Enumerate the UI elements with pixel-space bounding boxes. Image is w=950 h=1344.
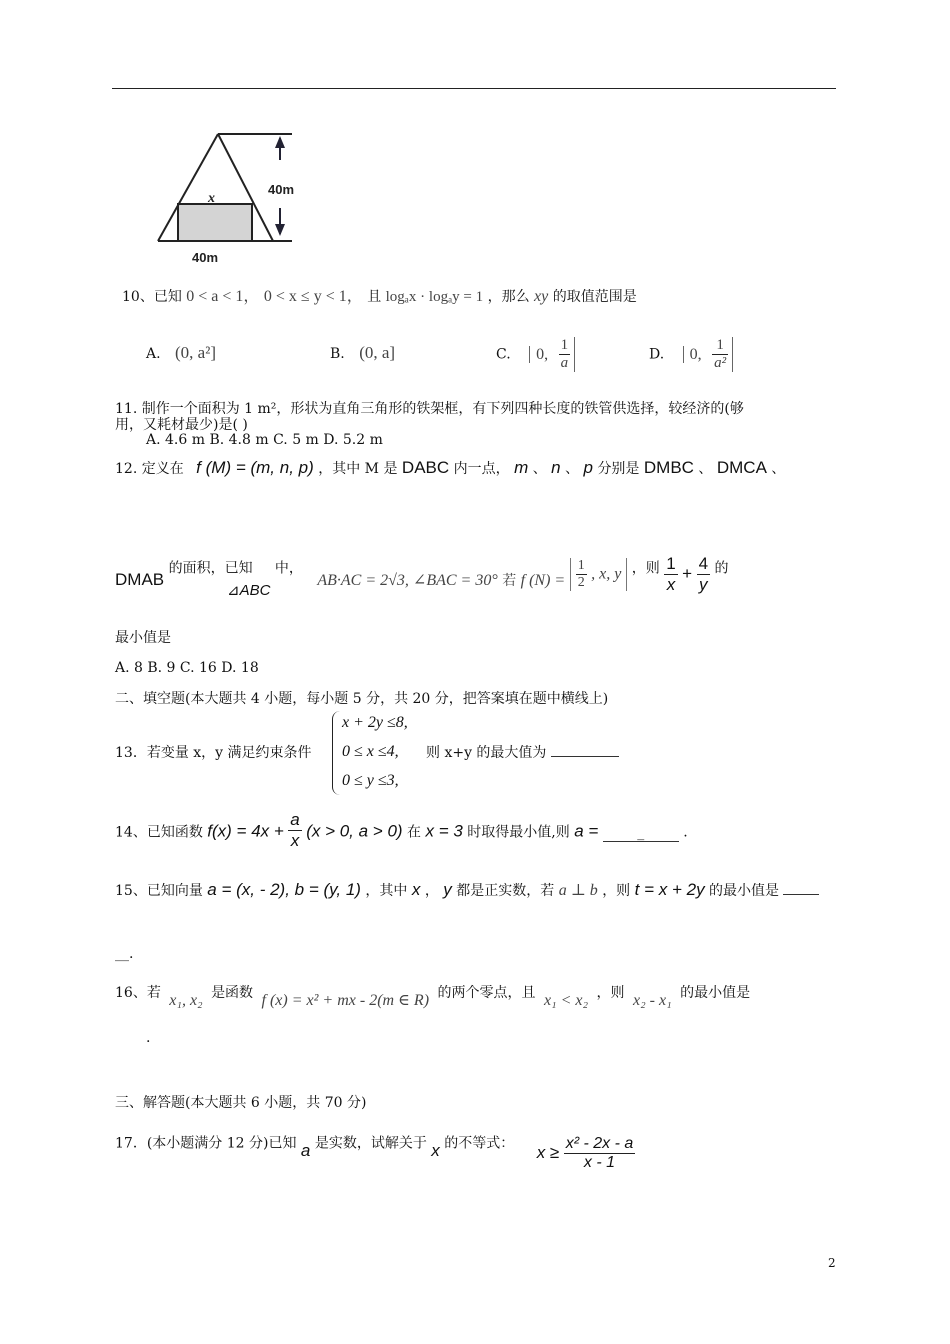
section-2-heading: 二、填空题(本大题共 4 小题，每小题 5 分，共 20 分，把答案填在题中横线上) (115, 691, 609, 707)
width-label: 40m (192, 250, 219, 265)
question-14: 14、已知函数 f(x) = 4x + $\frac{a}{x}$ (x > 0, a > 0) 在 x = 3 时取得最小值,则 a = _ . (115, 810, 688, 850)
q10-option-a: A. (0, a²] (146, 343, 216, 362)
section-3-heading: 三、解答题(本大题共 6 小题，共 70 分) (115, 1095, 367, 1111)
question-10: 10、已知 0 < a < 1， 0 < x ≤ y < 1， 且 logₐx · logₐy = 1 ，那么 xy 的取值范围是 (122, 288, 637, 305)
question-12-options: A. 8 B. 9 C. 16 D. 18 (115, 660, 259, 676)
height-label: 40m (268, 182, 295, 197)
constraint-1: x + 2y ≤8, (342, 714, 408, 731)
question-16-continuation: . (146, 1030, 151, 1046)
question-11-line1: 11. 制作一个面积为 1 m²，形状为直角三角形的铁架框，有下列四种长度的铁管供选择，较经济的(够 (115, 401, 744, 417)
q15-answer-blank[interactable] (783, 894, 819, 895)
constraint-2: 0 ≤ x ≤4, (342, 743, 399, 760)
question-12-tail: 最小值是 (115, 630, 171, 646)
q13-answer-blank[interactable] (551, 756, 619, 757)
q14-answer-blank[interactable]: _ (603, 825, 679, 842)
question-12-line2: DMAB 的面积，已知 ⊿ABC 中， AB·AC = 2√3, ∠BAC = 30° 若 f (N) = $\frac{1}{2}$ , x, y ，则 $\frac{1}{x}$ + $\frac{4}{y}$ 的 (115, 554, 729, 599)
page-number: 2 (828, 1256, 836, 1270)
question-12-line1: 12. 定义在 f (M) = (m, n, p) ，其中 M 是 DABC 内一点， m 、 n 、 p 分别是 DMBC 、 DMCA 、 (115, 458, 786, 477)
question-15-continuation: __. (115, 946, 134, 962)
question-13-lead: 13．若变量 x，y 满足约束条件 (115, 745, 312, 761)
q10-option-d: D. 0, $\frac{1}{\text{a²}}$ (649, 337, 733, 372)
trapezoid-figure (150, 128, 340, 268)
rect-label: x (208, 191, 215, 206)
constraint-3: 0 ≤ y ≤3, (342, 772, 399, 789)
header-rule (112, 88, 836, 89)
q10-option-c: C. 0, $\frac{1}{a}$ (496, 337, 575, 372)
question-13-tail: 则 x+y 的最大值为 (426, 742, 619, 762)
inner-rectangle (178, 204, 252, 241)
brace (332, 711, 341, 795)
question-11-line2: 用，又耗材最少)是( ) (115, 417, 248, 433)
question-11-options: A. 4.6 m B. 4.8 m C. 5 m D. 5.2 m (146, 432, 383, 448)
question-15: 15、已知向量 a = (x, - 2), b = (y, 1) ，其中 x ， y 都是正实数，若 a ⊥ b ，则 t = x + 2y 的最小值是 (115, 880, 819, 900)
question-17: 17．(本小题满分 12 分)已知 a 是实数，试解关于 x 的不等式： x ≥ $\frac{\text{x² - 2x - a}}{x - 1}$ (115, 1135, 634, 1171)
q10-option-b: B. (0, a] (330, 343, 396, 362)
question-16: 16、若 x₁, x₂ 是函数 f (x) = x² + mx - 2(m ∈ R) 的两个零点，且 x₁ < x₂ ，则 x₂ - x₁ 的最小值是 (115, 985, 751, 1009)
